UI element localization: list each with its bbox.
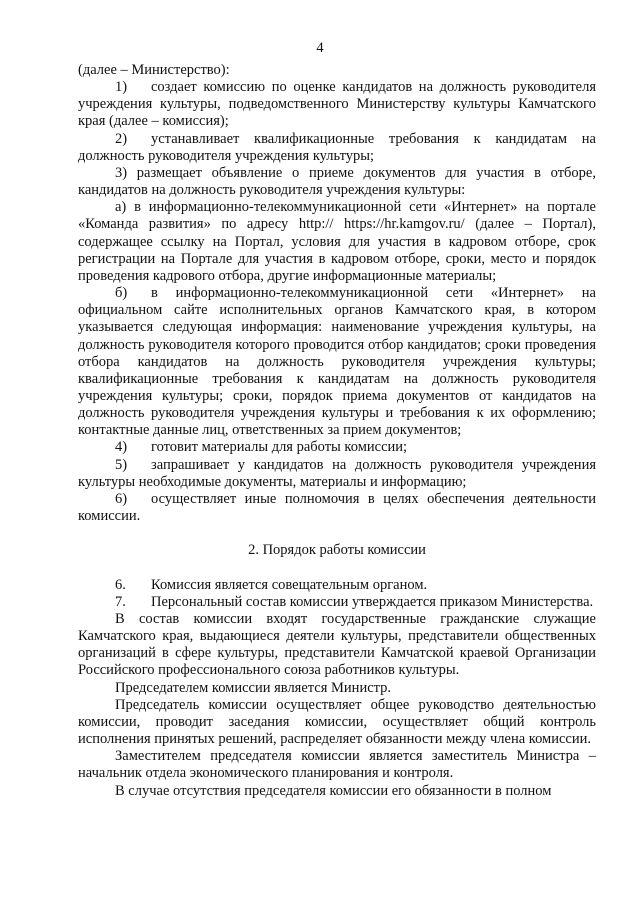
- paragraph-intro: (далее – Министерство):: [78, 62, 230, 78]
- list-item-number: 2): [115, 130, 128, 147]
- list-item-number: 1): [115, 79, 128, 96]
- document-body: [78, 62, 596, 800]
- list-item-4: [78, 439, 596, 456]
- list-item-text: готовит материалы для работы комиссии;: [151, 439, 408, 456]
- paragraph-chairman-duties: Председатель комиссии осуществляет общее руководство деятельностью комиссии, проводит заседания комиссии, осуществляет общий контроль исполнения принятых решений, распределяет обязанности между члена комиссии.: [78, 696, 596, 748]
- paragraph-composition: В состав комиссии входят государственные гражданские служащие Камчатского края, выдающиеся деятели культуры, представители общественных организаций в сфере культуры, представители Камчатской краевой Организации Российского профессионального союза работников культуры.: [78, 610, 596, 679]
- clause-number: 6.: [115, 576, 126, 593]
- list-item-3: 3) размещает объявление о приеме документов для участия в отборе, кандидатов на должность руководителя учреждения культуры:: [78, 164, 596, 199]
- list-item-text: создает комиссию по оценке кандидатов на должность руководителя учреждения культуры, подведомственного Министерству культуры Камчатского края (далее – комиссия);: [78, 79, 596, 130]
- paragraph-chairman: Председателем комиссии является Министр.: [115, 679, 392, 696]
- list-item-text: осуществляет иные полномочия в целях обеспечения деятельности комиссии.: [78, 490, 596, 525]
- list-item-2: [78, 131, 596, 165]
- paragraph-deputy: Заместителем председателя комиссии является заместитель Министра – начальник отдела экономического планирования и контроля.: [78, 748, 596, 782]
- spacer: [78, 525, 596, 542]
- list-item-number: б): [115, 285, 128, 302]
- paragraph-absence: В случае отсутствия председателя комиссии его обязанности в полном: [115, 782, 552, 799]
- subitem-b: [78, 285, 596, 439]
- section-heading: 2. Порядок работы комиссии: [248, 542, 426, 559]
- list-item-number: 4): [115, 439, 128, 456]
- clause-7: [78, 594, 596, 611]
- subitem-a: а) в информационно-телекоммуникационной сети «Интернет» на портале «Команда развития» по адресу http:// https://hr.kamgov.ru/ (далее – Портал), содержащее ссылку на Портал, условия для участия в кадровом отборе, срок регистрации на Портале для участия в кадровом отборе, сроки, место и порядок проведения кадрового отбора, другие информационные материалы;: [78, 199, 596, 284]
- list-item-5: [78, 457, 596, 491]
- list-item-text: в информационно-телекоммуникационной сети «Интернет» на официальном сайте исполнительных органов Камчатского края, в котором указывается следующая информация: наименование учреждения культуры, на должность руководителя которого проводится отбор кандидатов; сроки проведения отбора кандидатов на должность руководителя учреждения культуры; квалификационные требования к кандидатам на должность руководителя учреждения культуры; сроки, порядок приема документов от кандидатов на должность руководителя учреждения культуры и требования к их оформлению; контактные данные лиц, ответственных за прием документов;: [78, 285, 596, 439]
- clause-text: Комиссия является совещательным органом.: [151, 576, 428, 593]
- clause-number: 7.: [115, 593, 126, 610]
- page-number: 4: [316, 40, 324, 56]
- list-item-6: [78, 491, 596, 525]
- clause-6: [78, 577, 596, 594]
- list-item-number: 6): [115, 490, 128, 507]
- list-item-text: устанавливает квалификационные требования к кандидатам на должность руководителя учреждения культуры;: [78, 130, 596, 164]
- clause-text: Персональный состав комиссии утверждается приказом Министерства.: [151, 593, 594, 610]
- list-item-1: [78, 79, 596, 130]
- list-item-number: 5): [115, 456, 128, 473]
- list-item-text: запрашивает у кандидатов на должность руководителя учреждения культуры необходимые документы, материалы и информацию;: [78, 456, 596, 490]
- spacer: [78, 560, 596, 577]
